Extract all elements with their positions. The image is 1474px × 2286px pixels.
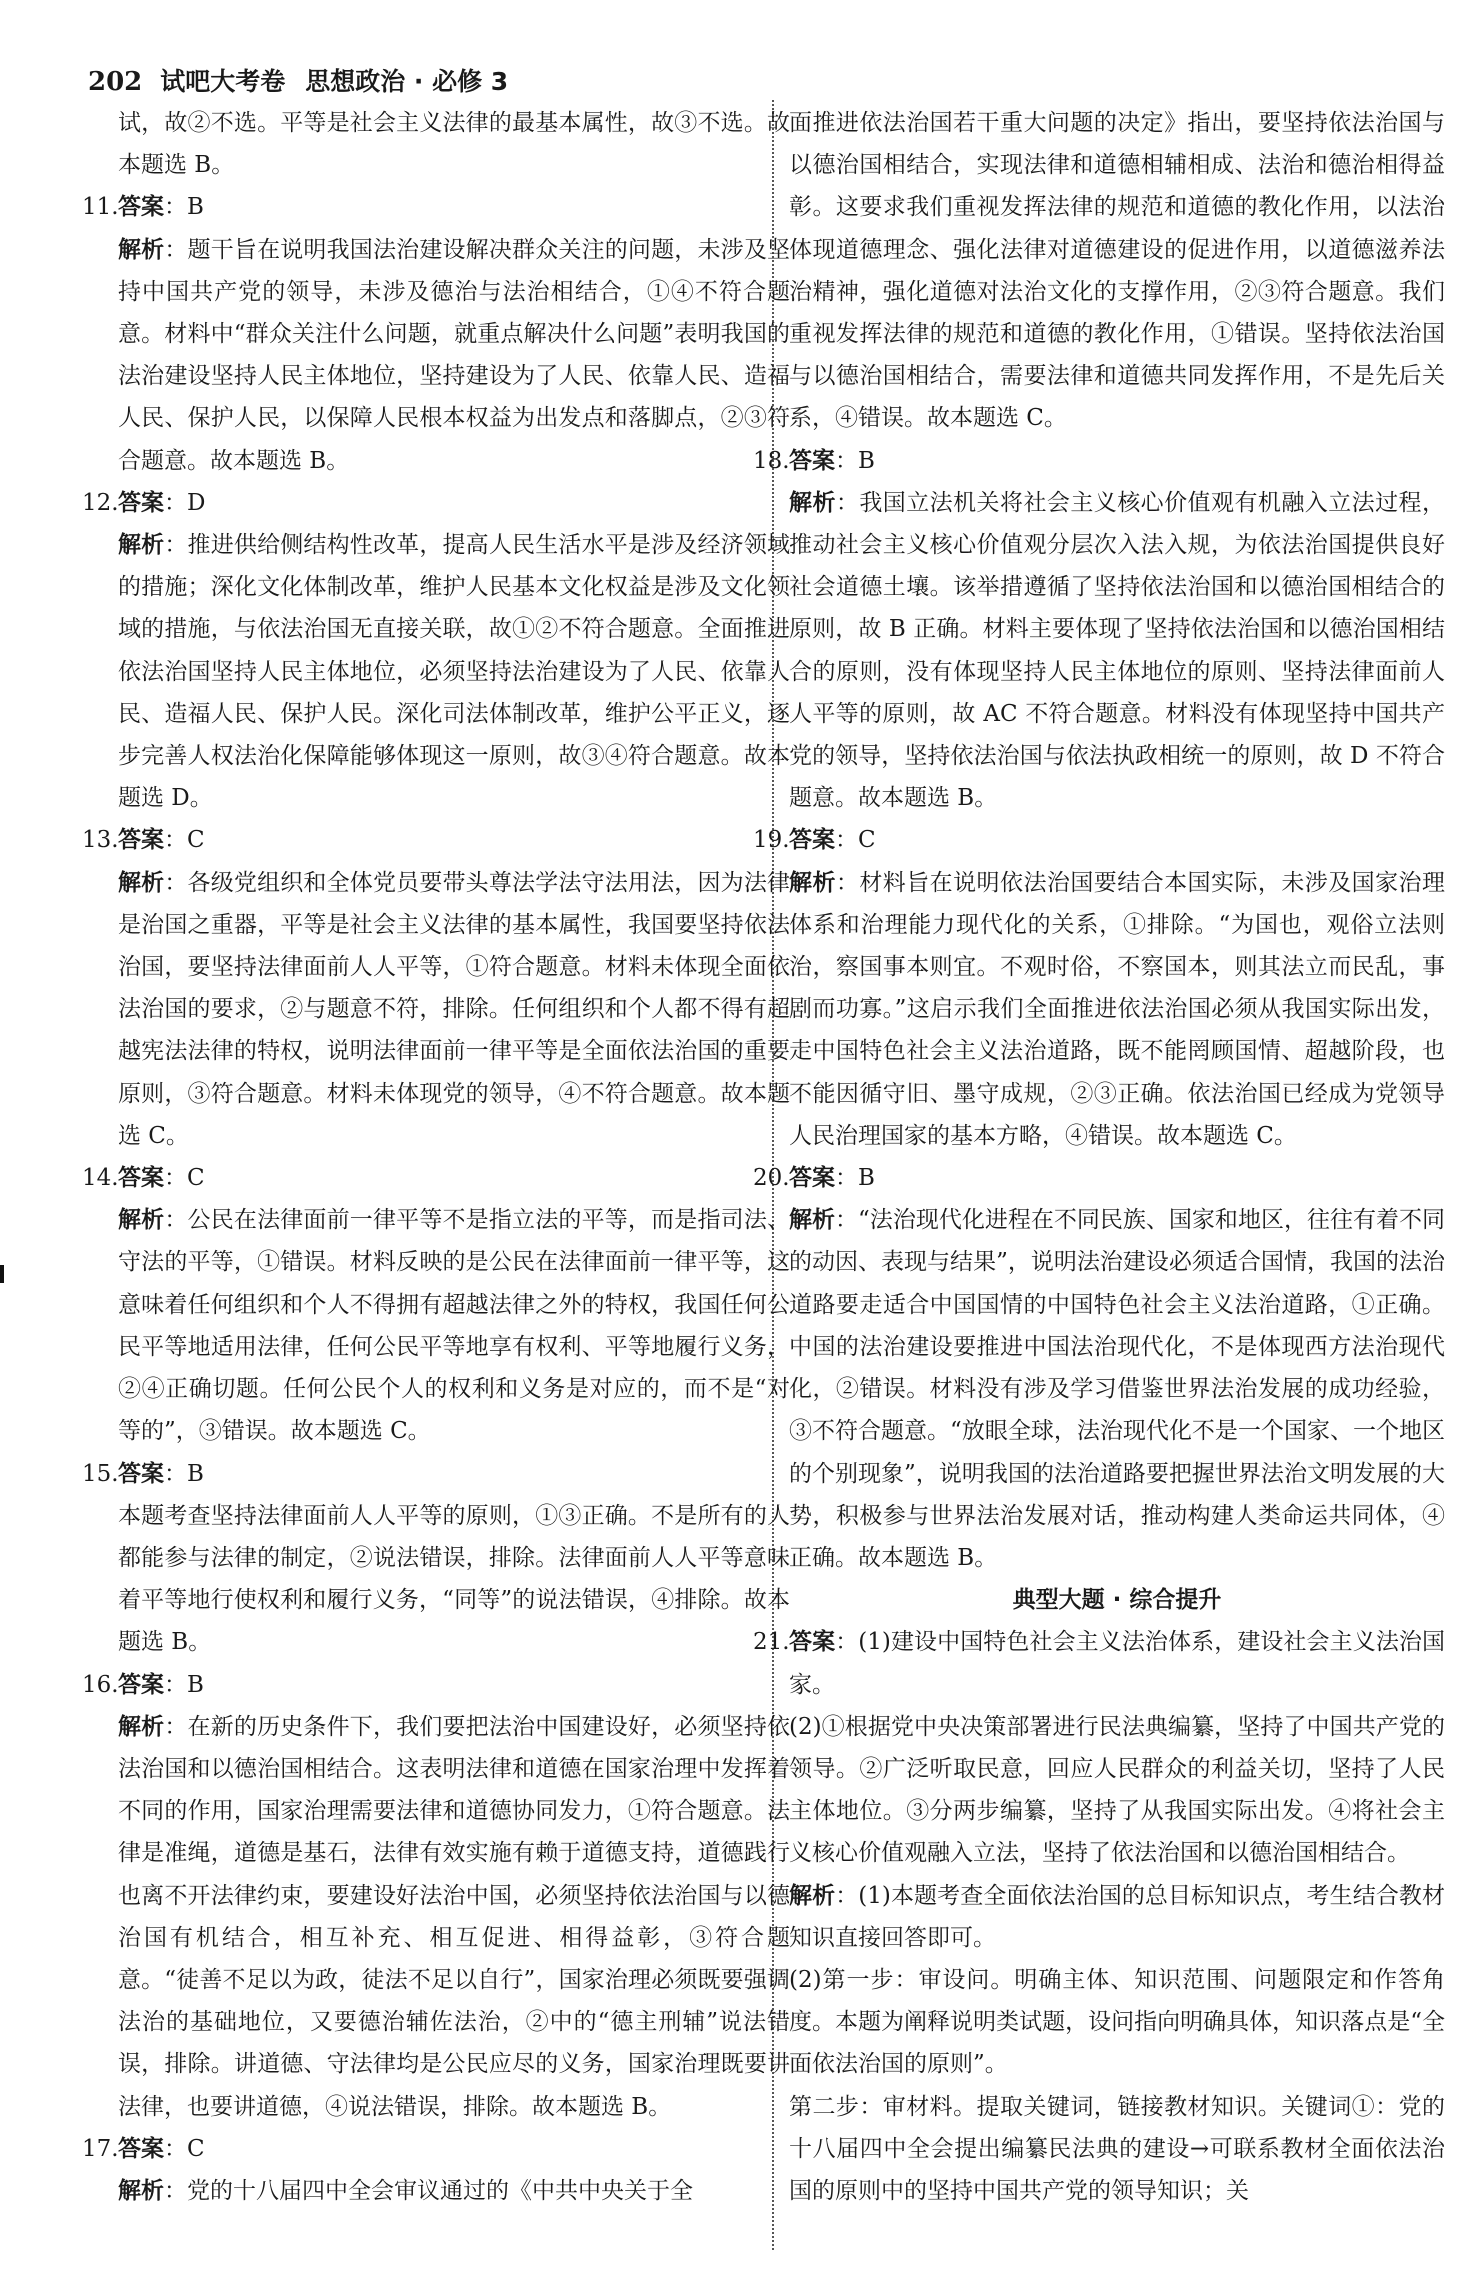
answer-value: ：C bbox=[164, 827, 205, 854]
question-number: 12. bbox=[82, 489, 119, 516]
analysis-label: 解析 bbox=[118, 2177, 164, 2204]
analysis-text: ：题干旨在说明我国法治建设解决群众关注的问题，未涉及坚持中国共产党的领导，未涉及德治与法治相结合，①④不符合题意。材料中“群众关注什么问题，就重点解决什么问题”表明我国的法治建设坚持人民主体地位，坚持建设为了人民、依靠人民、造福人民、保护人民，以保障人民根本权益为出发点和落脚点，②③符合题意。故本题选 B。 bbox=[118, 236, 791, 474]
answer-label: 答案 bbox=[789, 1165, 835, 1192]
answer-line bbox=[82, 186, 790, 228]
answer-line bbox=[753, 1621, 1445, 1705]
question-number: 15. bbox=[82, 1460, 119, 1487]
answer-value: ：B bbox=[164, 1460, 204, 1487]
answer-value: ：C bbox=[164, 2135, 205, 2162]
analysis-paragraph bbox=[118, 2170, 790, 2212]
answer-value: ：(1)建设中国特色社会主义法治体系，建设社会主义法治国家。 bbox=[789, 1629, 1445, 1698]
answer-label: 答案 bbox=[789, 827, 835, 854]
answer-content bbox=[118, 482, 205, 524]
analysis-paragraph bbox=[118, 524, 790, 819]
answer-label: 答案 bbox=[118, 1165, 164, 1192]
analysis-text: 本题考查坚持法律面前人人平等的原则，①③正确。不是所有的人都能参与法律的制定，②说法错误，排除。法律面前人人平等意味着平等地行使权利和履行义务，“同等”的说法错误，④排除。故本题选 B。 bbox=[118, 1502, 790, 1656]
text-paragraph: 面推进依法治国若干重大问题的决定》指出，要坚持依法治国与以德治国相结合，实现法律和道德相辅相成、法治和德治相得益彰。这要求我们重视发挥法律的规范和道德的教化作用，以法治体现道德理念、强化法律对道德建设的促进作用，以道德滋养法治精神，强化道德对法治文化的支撑作用，②③符合题意。我们重视发挥法律的规范和道德的教化作用，①错误。坚持依法治国与以德治国相结合，需要法律和道德共同发挥作用，不是先后关系，④错误。故本题选 C。 bbox=[789, 110, 1445, 432]
page-number: 202 bbox=[88, 67, 143, 97]
analysis-paragraph bbox=[118, 862, 790, 1157]
answer-line bbox=[753, 819, 1445, 861]
question-number: 17. bbox=[82, 2135, 119, 2162]
answer-line bbox=[753, 1157, 1445, 1199]
answer-line bbox=[82, 1664, 790, 1706]
analysis-label: 解析 bbox=[789, 1882, 836, 1909]
question-number: 14. bbox=[82, 1165, 119, 1192]
answer-value: ：B bbox=[835, 447, 875, 474]
answer-value: ：B bbox=[164, 1671, 204, 1698]
answer-label: 答案 bbox=[118, 2135, 164, 2162]
analysis-text: ：公民在法律面前一律平等不是指立法的平等，而是指司法、守法的平等，①错误。材料反映的是公民在法律面前一律平等，这意味着任何组织和个人不得拥有超越法律之外的特权，我国任何公民平等地适用法律，任何公民平等地享有权利、平等地履行义务，②④正确切题。任何公民个人的权利和义务是对应的，而不是“对等的”，③错误。故本题选 C。 bbox=[118, 1207, 791, 1445]
answer-line bbox=[82, 1453, 790, 1495]
analysis-text: ：推进供给侧结构性改革，提高人民生活水平是涉及经济领域的措施；深化文化体制改革，维护人民基本文化权益是涉及文化领域的措施，与依法治国无直接关联，故①②不符合题意。全面推进依法治国坚持人民主体地位，必须坚持法治建设为了人民、依靠人民、造福人民、保护人民。深化司法体制改革，维护公平正义，逐步完善人权法治化保障能够体现这一原则，故③④符合题意。故本题选 D。 bbox=[118, 532, 791, 812]
answer-content bbox=[789, 819, 876, 861]
answer-label: 答案 bbox=[118, 1460, 164, 1487]
analysis-text: ：在新的历史条件下，我们要把法治中国建设好，必须坚持依法治国和以德治国相结合。这表明法律和道德在国家治理中发挥着不同的作用，国家治理需要法律和道德协同发力，①符合题意。法律是准绳，道德是基石，法律有效实施有赖于道德支持，道德践行也离不开法律约束，要建设好法治中国，必须坚持依法治国与以德治国有机结合，相互补充、相互促进、相得益彰，③符合题意。“徒善不足以为政，徒法不足以自行”，国家治理必须既要强调法治的基础地位，又要德治辅佐法治，②中的“德主刑辅”说法错误，排除。讲道德、守法律均是公民应尽的义务，国家治理既要讲法律，也要讲道德，④说法错误，排除。故本题选 B。 bbox=[118, 1713, 791, 2120]
answer-label: 答案 bbox=[118, 1671, 164, 1698]
analysis-label: 解析 bbox=[118, 1713, 165, 1740]
question-number: 16. bbox=[82, 1671, 119, 1698]
answer-content bbox=[789, 1157, 875, 1199]
margin-mark bbox=[0, 1265, 4, 1283]
answer-content bbox=[118, 819, 205, 861]
analysis-label: 解析 bbox=[789, 1207, 836, 1234]
page-header bbox=[88, 62, 508, 102]
answer-value: ：C bbox=[164, 1165, 205, 1192]
answer-line bbox=[82, 2128, 790, 2170]
answer-content bbox=[118, 1453, 204, 1495]
analysis-text: ：党的十八届四中全会审议通过的《中共中央关于全 bbox=[164, 2177, 693, 2204]
right-column bbox=[753, 102, 1446, 2212]
answer-content bbox=[789, 440, 875, 482]
analysis-text: ：材料旨在说明依法治国要结合本国实际，未涉及国家治理体系和治理能力现代化的关系，①排除。“为国也，观俗立法则治，察国事本则宜。不观时俗，不察国本，则其法立而民乱，事剧而功寡。”这启示我们全面推进依法治国必须从我国实际出发，走中国特色社会主义法治道路，既不能罔顾国情、超越阶段，也不能因循守旧、墨守成规，②③正确。依法治国已经成为党领导人民治理国家的基本方略，④错误。故本题选 C。 bbox=[789, 869, 1446, 1149]
text-paragraph: 第二步：审材料。提取关键词，链接教材知识。关键词①：党的十八届四中全会提出编纂民法典的建设→可联系教材全面依法治国的原则中的坚持中国共产党的领导知识；关 bbox=[789, 2093, 1445, 2204]
text-paragraph: 试，故②不选。平等是社会主义法律的最基本属性，故③不选。故本题选 B。 bbox=[118, 110, 790, 179]
analysis-label: 解析 bbox=[118, 869, 165, 896]
question-number: 13. bbox=[82, 827, 119, 854]
analysis-label: 解析 bbox=[118, 532, 165, 559]
analysis-label: 解析 bbox=[789, 489, 836, 516]
analysis-text: ：(1)本题考查全面依法治国的总目标知识点，考生结合教材知识直接回答即可。 bbox=[789, 1882, 1445, 1951]
answer-label: 答案 bbox=[118, 827, 164, 854]
answer-value: ：B bbox=[164, 194, 204, 221]
answer-label: 答案 bbox=[789, 1629, 836, 1656]
analysis-label: 解析 bbox=[118, 236, 165, 263]
analysis-paragraph bbox=[118, 229, 790, 482]
answer-content bbox=[118, 2128, 205, 2170]
question-number: 11. bbox=[82, 194, 119, 221]
question-number: 19. bbox=[753, 827, 790, 854]
answer-content bbox=[118, 186, 204, 228]
answer-label: 答案 bbox=[789, 447, 835, 474]
analysis-paragraph bbox=[118, 1706, 790, 2128]
analysis-label: 解析 bbox=[789, 869, 836, 896]
analysis-paragraph bbox=[118, 1495, 790, 1664]
answer-value: ：B bbox=[835, 1165, 875, 1192]
answer-value: ：C bbox=[835, 827, 876, 854]
answer-line bbox=[82, 1157, 790, 1199]
section-title: 典型大题 · 综合提升 bbox=[1012, 1587, 1222, 1614]
analysis-text: ：“法治现代化进程在不同民族、国家和地区，往往有着不同的动因、表现与结果”，说明法治建设必须适合国情，我国的法治道路要走适合中国国情的中国特色社会主义法治道路，①正确。中国的法治建设要推进中国法治现代化，不是体现西方法治现代化，②错误。材料没有涉及学习借鉴世界法治发展的成功经验，③不符合题意。“放眼全球，法治现代化不是一个国家、一个地区的个别现象”，说明我国的法治道路要把握世界法治文明发展的大势，积极参与世界法治发展对话，推动构建人类命运共同体，④正确。故本题选 B。 bbox=[789, 1207, 1446, 1571]
answer-content bbox=[118, 1664, 204, 1706]
question-number: 20. bbox=[753, 1165, 790, 1192]
left-column bbox=[82, 102, 791, 2212]
analysis-paragraph bbox=[789, 1875, 1445, 1959]
subject-title: 思想政治 · 必修 3 bbox=[305, 67, 509, 96]
question-number: 21. bbox=[753, 1629, 790, 1656]
answer-label: 答案 bbox=[118, 489, 164, 516]
answer-content bbox=[789, 1621, 1445, 1705]
answer-line bbox=[82, 482, 790, 524]
analysis-text: ：各级党组织和全体党员要带头尊法学法守法用法，因为法律是治国之重器，平等是社会主义法律的基本属性，我国要坚持依法治国，要坚持法律面前人人平等，①符合题意。材料未体现全面依法治国的要求，②与题意不符，排除。任何组织和个人都不得有超越宪法法律的特权，说明法律面前一律平等是全面依法治国的重要原则，③符合题意。材料未体现党的领导，④不符合题意。故本题选 C。 bbox=[118, 869, 791, 1149]
analysis-label: 解析 bbox=[118, 1207, 165, 1234]
text-paragraph: (2)第一步：审设问。明确主体、知识范围、问题限定和作答角度。本题为阐释说明类试题，设问指向明确具体，知识落点是“全面依法治国的原则”。 bbox=[789, 1966, 1445, 2078]
answer-line bbox=[82, 819, 790, 861]
book-title: 试吧大考卷 bbox=[160, 67, 286, 96]
answer-content bbox=[118, 1157, 205, 1199]
answer-line bbox=[753, 440, 1445, 482]
text-paragraph: (2)①根据党中央决策部署进行民法典编纂，坚持了中国共产党的领导。②广泛听取民意，回应人民群众的利益关切，坚持了人民主体地位。③分两步编纂，坚持了从我国实际出发。④将社会主义核心价值观融入立法，坚持了依法治国和以德治国相结合。 bbox=[789, 1713, 1445, 1867]
question-number: 18. bbox=[753, 447, 790, 474]
analysis-paragraph bbox=[118, 1199, 790, 1452]
analysis-paragraph bbox=[789, 862, 1445, 1157]
analysis-paragraph bbox=[789, 482, 1445, 820]
answer-label: 答案 bbox=[118, 194, 164, 221]
analysis-paragraph bbox=[789, 1199, 1445, 1579]
analysis-text: ：我国立法机关将社会主义核心价值观有机融入立法过程，推动社会主义核心价值观分层次入法入规，为依法治国提供良好社会道德土壤。该举措遵循了坚持依法治国和以德治国相结合的原则，故 B 正确。材料主要体现了坚持依法治国和以德治国相结合的原则，没有体现坚持人民主体地位的原则、坚持法律面前人人平等的原则，故 AC 不符合题意。材料没有体现坚持中国共产党的领导，坚持依法治国与依法执政相统一的原则，故 D 不符合题意。故本题选 B。 bbox=[789, 489, 1446, 812]
answer-value: ：D bbox=[164, 489, 206, 516]
